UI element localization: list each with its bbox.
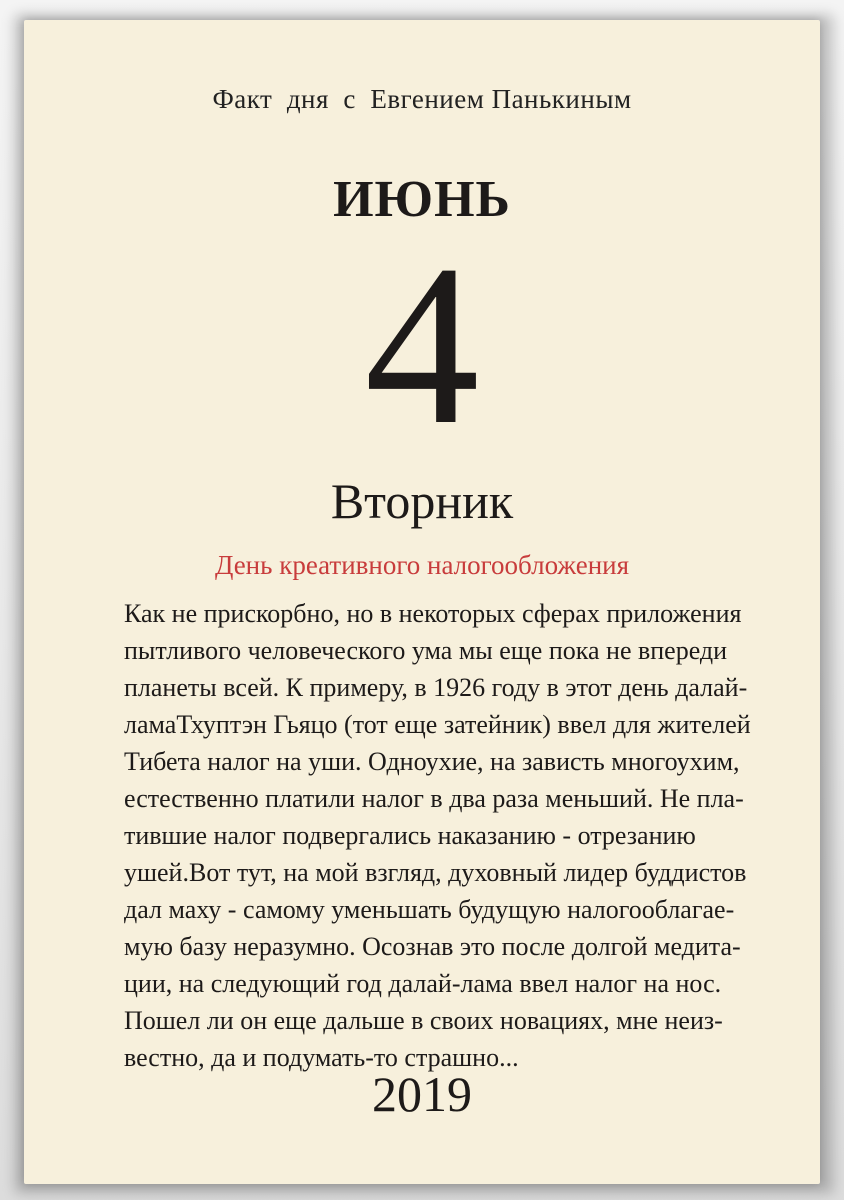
body-line-5: Тибета налог на уши. Одноухие, на зависть многоухим, xyxy=(124,747,740,776)
body-line-11: ции, на следующий год далай-лама ввел налог на нос. xyxy=(124,969,722,998)
body-line-1: Как не прискорбно, но в некоторых сферах приложения xyxy=(124,599,742,628)
calendar-sheet xyxy=(24,20,820,1184)
body-line-7: тившие налог подвергались наказанию - отрезанию xyxy=(124,821,696,850)
body-line-8: ушей.Вот тут, на мой взгляд, духовный лидер буддистов xyxy=(124,858,747,887)
weekday: Вторник xyxy=(330,473,514,529)
header-line: Факт дня с Евгением Панькиным xyxy=(212,84,632,114)
body-line-9: дал маху - самому уменьшать будущую налогооблагае- xyxy=(124,895,735,924)
holiday-title: День креативного налогообложения xyxy=(214,550,630,580)
body-text xyxy=(124,595,779,1076)
month-title: ИЮНЬ xyxy=(333,171,511,228)
body-line-6: естественно платили налог в два раза меньший. Не пла- xyxy=(124,784,744,813)
body-line-12: Пошел ли он еще дальше в своих новациях, мне неиз- xyxy=(124,1006,723,1035)
body-line-10: мую базу неразумно. Осознав это после долгой медита- xyxy=(124,932,741,961)
body-line-3: планеты всей. К примеру, в 1926 году в этот день далай- xyxy=(124,673,748,702)
body-line-2: пытливого человеческого ума мы еще пока не впереди xyxy=(124,636,728,665)
body-line-4: ламаТхуптэн Гьяцо (тот еще затейник) ввел для жителей xyxy=(124,710,751,739)
day-number: 4 xyxy=(364,217,480,472)
year: 2019 xyxy=(372,1066,472,1122)
body-line-13: вестно, да и подумать-то страшно... xyxy=(124,1043,519,1072)
